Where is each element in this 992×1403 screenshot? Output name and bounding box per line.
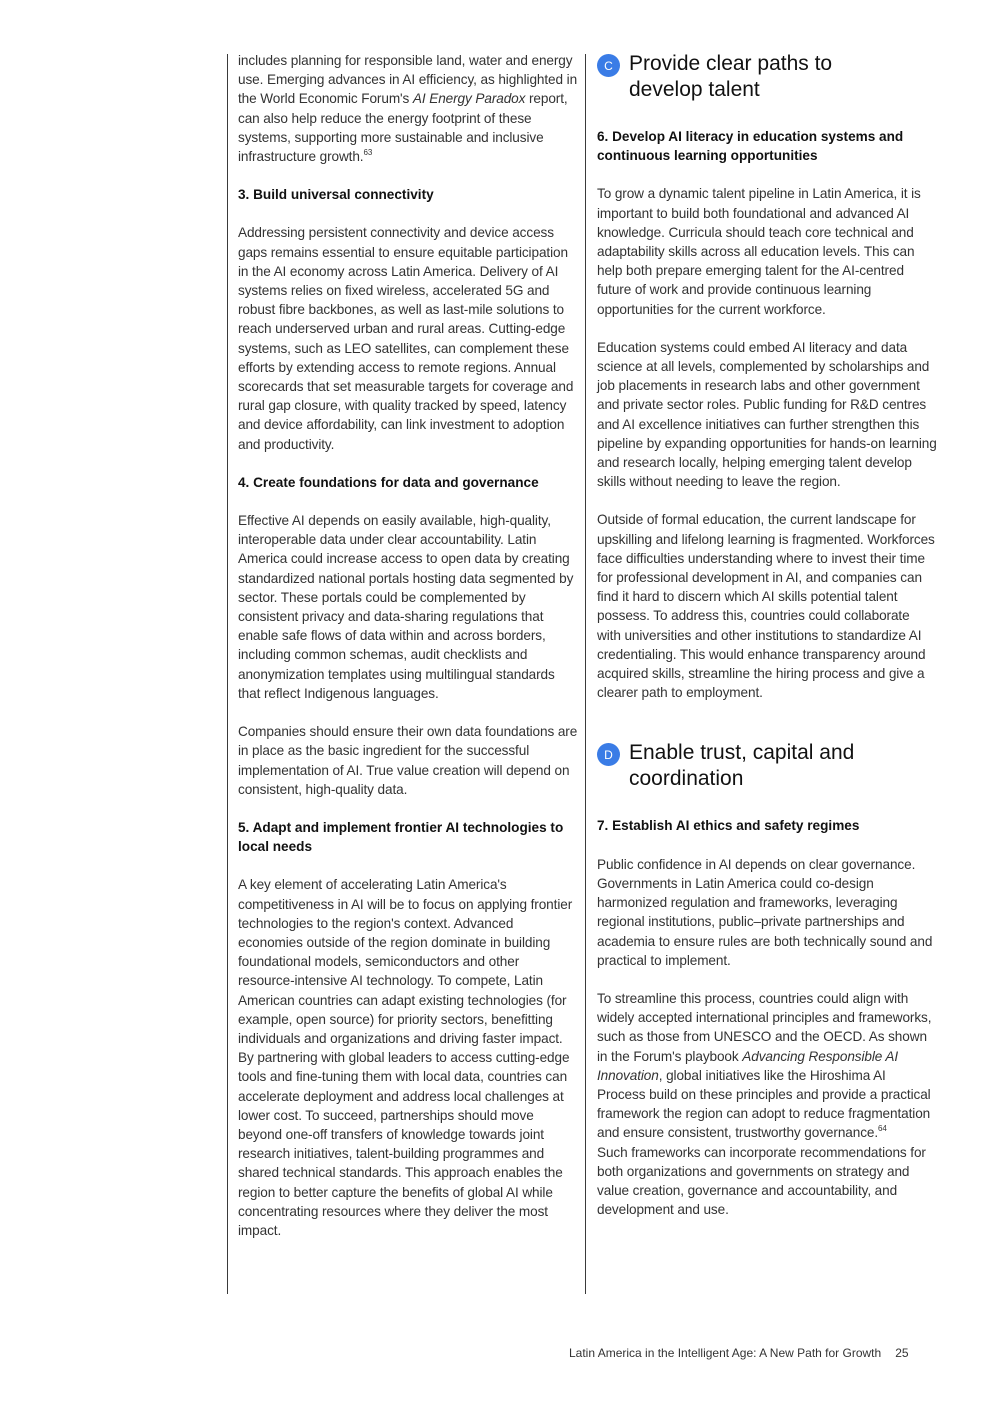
heading-data-governance: 4. Create foundations for data and governance [238,474,539,490]
paragraph-ai-literacy-3: Outside of formal education, the current landscape for upskilling and lifelong learning is fragmented. Workforces face difficulties understanding where to invest their time for professional development in AI, and companies can find it hard to discern which AI skills potential talent possess. To address this, countries could collaborate with universities and other institutions to standardize AI credentialing. This would enhance transparency around acquired skills, streamline the hiring process and give a clearer path to employment. [597,512,935,701]
footnote-ref: 63 [363,148,373,158]
paragraph-data-governance-1: Effective AI depends on easily available, high-quality, interoperable data under clear accountability. Latin America could increase access to open data by creating standardized national portals hosting data segmented by sector. These portals could be complemented by consistent privacy and data-sharing regulations that enable safe flows of data within and across borders, including common schemas, audit checklists and anonymization templates using multilingual standards that reflect Indigenous languages. [238,513,574,701]
paragraph-frontier-ai: A key element of accelerating Latin America's competitiveness in AI will be to focus on applying frontier technologies to the region's context. Advanced economies outside of the region dominate in building foundational models, semiconductors and other resource-intensive AI technology. To compete, Latin American countries can adapt existing technologies (for example, open source) for priority sectors, benefitting individuals and organizations and driving faster impact. By partnering with global leaders to access cutting-edge tools and fine-tuning them with local data, countries can accelerate deployment and address local challenges at lower cost. To succeed, partnerships should move beyond one-off transfers of knowledge towards joint research initiatives, talent-building programmes and shared technical standards. This approach enables the region to better capture the benefits of global AI while concentrating resources where they deliver the most impact. [238,877,573,1238]
report-subtitle: A New Path for Growth [756,1346,882,1360]
heading-ai-ethics: 7. Establish AI ethics and safety regimes [597,818,860,834]
page-number: 25 [895,1346,909,1360]
paragraph-data-governance-2: Companies should ensure their own data foundations are in place as the basic ingredient for the successful implementation of AI. True value creation will depend on consistent, high-quality data. [238,724,578,797]
paragraph-ai-literacy-1: To grow a dynamic talent pipeline in Latin America, it is important to build both foundational and advanced AI knowledge. Curricula should teach core technical and adaptability skills across all education levels. This can help both prepare emerging talent for the AI-centred future of work and provide continuous learning opportunities for the current workforce. [597,186,921,317]
section-title-talent: Provide clear paths to develop talent [629,52,833,101]
left-column [238,51,578,1259]
paragraph-connectivity: Addressing persistent connectivity and device access gaps remains essential to ensure equitable participation in the AI economy across Latin America. Delivery of AI systems relies on fixed wireless, accelerated 5G and robust fibre backbones, as well as last-mile solutions to reach underserved urban and rural areas. Cutting-edge systems, such as LEO satellites, can complement these efforts by extending access to remote regions. Annual scorecards that set measurable targets for coverage and rural gap closure, with quality tracked by speed, latency and device affordability, can link investment to adoption and productivity. [238,225,574,452]
column-rule-right [585,54,586,1294]
heading-ai-literacy: 6. Develop AI literacy in education systems and continuous learning opportunities [597,129,904,164]
section-badge-c: C [597,54,620,77]
report-title: Latin America in the Intelligent Age: [569,1346,757,1360]
paragraph-ai-ethics-1: Public confidence in AI depends on clear governance. Governments in Latin America could co-design harmonized regulation and frameworks, leveraging regional institutions, public–private partnerships and academia to ensure rules are both technically sound and practical to implement. [597,856,933,968]
page-footer [569,1346,909,1360]
paragraph-ai-literacy-2: Education systems could embed AI literacy and data science at all levels, complemented by scholarships and job placements in research labs and other government and private sector roles. Public funding for R&D centres and AI excellence initiatives can further strengthen this pipeline by expanding opportunities for hands-on learning and research locally, helping emerging talent develop skills without needing to leave the region. [597,339,937,490]
right-column [597,51,937,1238]
paragraph-ai-ethics-2: To streamline this process, countries could align with widely accepted international principles and frameworks, such as those from UNESCO and the OECD. As shown in the Forum's playbook Advancing Responsible AI Innovation, global initiatives like the Hiroshima AI Process build on these principles and provide a practical framework the region can adopt to reduce fragmentation and ensure consistent, trustworthy governance.$^{64}$ Such frameworks can incorporate recommendations for both organizations and governments on strategy and value creation, governance and accountability, and development and use. [597,990,932,1218]
footnote-ref: 64 [878,1124,887,1134]
section-c-header [597,51,937,103]
heading-connectivity: 3. Build universal connectivity [238,187,434,203]
column-rule-left [227,54,228,1294]
section-title-trust: Enable trust, capital and coordination [629,741,855,791]
section-d-header [597,740,937,792]
heading-frontier-ai: 5. Adapt and implement frontier AI technologies to local needs [238,819,564,855]
section-badge-d: D [597,743,620,766]
intro-paragraph: includes planning for responsible land, water and energy use. Emerging advances in AI efficiency, as highlighted in the World Economic Forum's AI Energy Paradox report, can also help reduce the energy footprint of these systems, supporting more sustainable and inclusive infrastructure growth.$^{63}$ [238,53,578,165]
